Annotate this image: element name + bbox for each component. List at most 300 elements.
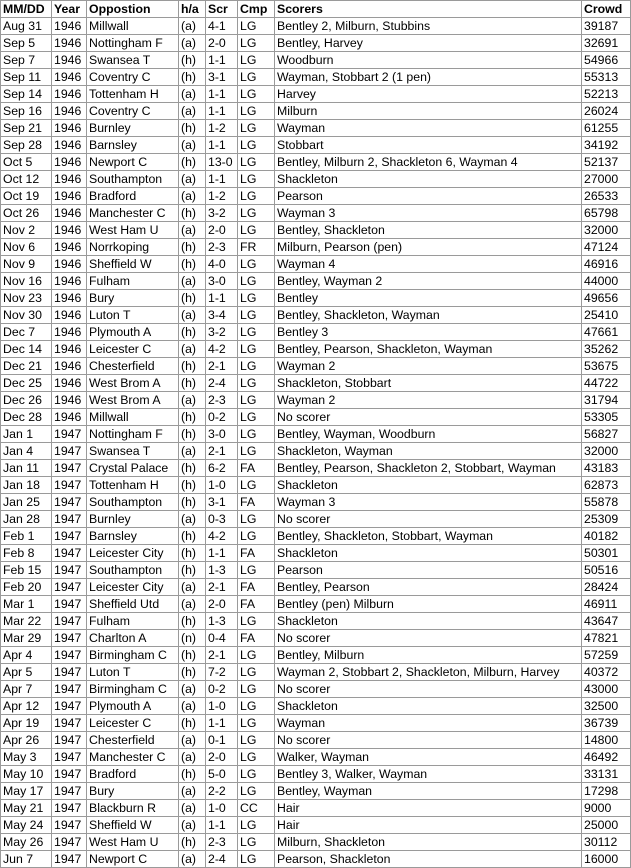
cell-scorers: Wayman: [275, 120, 582, 137]
cell-score: 4-1: [206, 18, 238, 35]
cell-year: 1947: [52, 460, 87, 477]
table-row: [1, 545, 631, 562]
cell-competition: LG: [238, 307, 275, 324]
table-row: [1, 324, 631, 341]
cell-scorers: Bentley 3: [275, 324, 582, 341]
cell-opposition: Manchester C: [87, 749, 179, 766]
cell-opposition: Birmingham C: [87, 681, 179, 698]
table-row: [1, 171, 631, 188]
cell-home-away: (h): [179, 239, 206, 256]
table-row: [1, 800, 631, 817]
cell-home-away: (h): [179, 494, 206, 511]
table-row: [1, 783, 631, 800]
cell-competition: FA: [238, 630, 275, 647]
cell-crowd: 47661: [582, 324, 631, 341]
cell-scorers: Wayman 3: [275, 494, 582, 511]
cell-year: 1946: [52, 86, 87, 103]
cell-year: 1946: [52, 52, 87, 69]
cell-score: 0-3: [206, 511, 238, 528]
cell-competition: LG: [238, 766, 275, 783]
cell-opposition: Norrkoping: [87, 239, 179, 256]
cell-date: Apr 19: [1, 715, 52, 732]
cell-date: Feb 15: [1, 562, 52, 579]
cell-year: 1947: [52, 834, 87, 851]
cell-crowd: 26024: [582, 103, 631, 120]
cell-date: Feb 20: [1, 579, 52, 596]
table-row: [1, 307, 631, 324]
cell-scorers: No scorer: [275, 681, 582, 698]
cell-crowd: 50301: [582, 545, 631, 562]
table-row: [1, 732, 631, 749]
cell-opposition: Coventry C: [87, 103, 179, 120]
cell-year: 1947: [52, 596, 87, 613]
table-row: [1, 460, 631, 477]
cell-home-away: (a): [179, 800, 206, 817]
cell-year: 1946: [52, 409, 87, 426]
cell-score: 2-0: [206, 222, 238, 239]
cell-home-away: (a): [179, 35, 206, 52]
cell-score: 4-0: [206, 256, 238, 273]
cell-competition: LG: [238, 256, 275, 273]
cell-competition: CC: [238, 800, 275, 817]
cell-opposition: Nottingham F: [87, 426, 179, 443]
cell-date: Oct 19: [1, 188, 52, 205]
cell-home-away: (h): [179, 290, 206, 307]
cell-crowd: 32691: [582, 35, 631, 52]
cell-competition: LG: [238, 715, 275, 732]
cell-crowd: 53675: [582, 358, 631, 375]
cell-opposition: Newport C: [87, 851, 179, 868]
cell-home-away: (a): [179, 307, 206, 324]
cell-competition: LG: [238, 171, 275, 188]
cell-crowd: 49656: [582, 290, 631, 307]
cell-competition: LG: [238, 205, 275, 222]
cell-scorers: Bentley, Milburn 2, Shackleton 6, Wayman 4: [275, 154, 582, 171]
cell-crowd: 27000: [582, 171, 631, 188]
cell-year: 1947: [52, 545, 87, 562]
table-row: [1, 120, 631, 137]
table-row: [1, 834, 631, 851]
cell-year: 1947: [52, 477, 87, 494]
cell-opposition: Fulham: [87, 273, 179, 290]
cell-score: 2-1: [206, 647, 238, 664]
cell-crowd: 56827: [582, 426, 631, 443]
cell-date: Dec 14: [1, 341, 52, 358]
cell-year: 1947: [52, 851, 87, 868]
cell-score: 13-0: [206, 154, 238, 171]
cell-competition: LG: [238, 851, 275, 868]
cell-year: 1947: [52, 766, 87, 783]
table-row: [1, 409, 631, 426]
cell-opposition: Fulham: [87, 613, 179, 630]
cell-score: 2-3: [206, 239, 238, 256]
cell-scorers: Bentley, Pearson: [275, 579, 582, 596]
cell-date: Nov 23: [1, 290, 52, 307]
cell-crowd: 33131: [582, 766, 631, 783]
cell-crowd: 16000: [582, 851, 631, 868]
cell-score: 3-1: [206, 69, 238, 86]
cell-crowd: 26533: [582, 188, 631, 205]
cell-year: 1947: [52, 562, 87, 579]
cell-scorers: Bentley 3, Walker, Wayman: [275, 766, 582, 783]
cell-crowd: 39187: [582, 18, 631, 35]
cell-score: 1-3: [206, 613, 238, 630]
cell-scorers: Shackleton, Wayman: [275, 443, 582, 460]
cell-competition: LG: [238, 290, 275, 307]
header-row: [1, 1, 631, 18]
header-crowd: Crowd: [582, 1, 631, 18]
cell-year: 1947: [52, 664, 87, 681]
table-row: [1, 562, 631, 579]
cell-year: 1946: [52, 103, 87, 120]
header-competition: Cmp: [238, 1, 275, 18]
cell-score: 1-0: [206, 477, 238, 494]
cell-date: Nov 30: [1, 307, 52, 324]
table-row: [1, 681, 631, 698]
table-row: [1, 630, 631, 647]
cell-scorers: Hair: [275, 800, 582, 817]
cell-opposition: West Brom A: [87, 392, 179, 409]
cell-score: 0-2: [206, 409, 238, 426]
cell-scorers: Wayman, Stobbart 2 (1 pen): [275, 69, 582, 86]
cell-competition: LG: [238, 137, 275, 154]
cell-year: 1946: [52, 392, 87, 409]
cell-score: 2-0: [206, 35, 238, 52]
cell-crowd: 46916: [582, 256, 631, 273]
cell-opposition: Millwall: [87, 409, 179, 426]
cell-opposition: Swansea T: [87, 52, 179, 69]
cell-opposition: Tottenham H: [87, 86, 179, 103]
cell-date: Apr 12: [1, 698, 52, 715]
cell-date: Nov 9: [1, 256, 52, 273]
table-row: [1, 664, 631, 681]
cell-home-away: (h): [179, 528, 206, 545]
table-row: [1, 256, 631, 273]
cell-home-away: (a): [179, 103, 206, 120]
cell-score: 0-2: [206, 681, 238, 698]
table-row: [1, 69, 631, 86]
cell-scorers: Walker, Wayman: [275, 749, 582, 766]
table-row: [1, 103, 631, 120]
cell-date: Oct 5: [1, 154, 52, 171]
cell-crowd: 25000: [582, 817, 631, 834]
cell-date: Nov 6: [1, 239, 52, 256]
table-row: [1, 443, 631, 460]
cell-home-away: (a): [179, 732, 206, 749]
table-row: [1, 749, 631, 766]
cell-score: 1-1: [206, 545, 238, 562]
cell-home-away: (h): [179, 715, 206, 732]
cell-crowd: 52213: [582, 86, 631, 103]
cell-date: Aug 31: [1, 18, 52, 35]
table-row: [1, 188, 631, 205]
cell-date: Oct 12: [1, 171, 52, 188]
cell-home-away: (a): [179, 511, 206, 528]
cell-opposition: Sheffield Utd: [87, 596, 179, 613]
cell-year: 1946: [52, 222, 87, 239]
cell-competition: LG: [238, 188, 275, 205]
cell-date: Jan 28: [1, 511, 52, 528]
cell-scorers: Wayman 2, Stobbart 2, Shackleton, Milburn, Harvey: [275, 664, 582, 681]
cell-crowd: 9000: [582, 800, 631, 817]
table-row: [1, 596, 631, 613]
cell-crowd: 25309: [582, 511, 631, 528]
table-row: [1, 358, 631, 375]
cell-score: 3-0: [206, 426, 238, 443]
cell-scorers: Wayman 3: [275, 205, 582, 222]
cell-date: Sep 21: [1, 120, 52, 137]
cell-crowd: 32000: [582, 222, 631, 239]
cell-crowd: 40372: [582, 664, 631, 681]
header-score: Scr: [206, 1, 238, 18]
table-row: [1, 222, 631, 239]
cell-opposition: Leicester C: [87, 341, 179, 358]
cell-home-away: (a): [179, 137, 206, 154]
cell-competition: LG: [238, 324, 275, 341]
table-row: [1, 698, 631, 715]
cell-scorers: Bentley, Pearson, Shackleton 2, Stobbart, Wayman: [275, 460, 582, 477]
cell-score: 7-2: [206, 664, 238, 681]
cell-opposition: Chesterfield: [87, 358, 179, 375]
cell-home-away: (a): [179, 273, 206, 290]
cell-home-away: (h): [179, 358, 206, 375]
cell-competition: LG: [238, 358, 275, 375]
cell-opposition: Bury: [87, 290, 179, 307]
cell-scorers: Harvey: [275, 86, 582, 103]
cell-competition: LG: [238, 103, 275, 120]
cell-crowd: 50516: [582, 562, 631, 579]
cell-score: 4-2: [206, 341, 238, 358]
cell-opposition: Barnsley: [87, 528, 179, 545]
cell-date: Dec 7: [1, 324, 52, 341]
cell-scorers: Bentley, Harvey: [275, 35, 582, 52]
table-row: [1, 35, 631, 52]
header-date: MM/DD: [1, 1, 52, 18]
cell-home-away: (h): [179, 426, 206, 443]
cell-year: 1946: [52, 137, 87, 154]
cell-home-away: (h): [179, 613, 206, 630]
table-row: [1, 477, 631, 494]
cell-opposition: Coventry C: [87, 69, 179, 86]
cell-year: 1946: [52, 358, 87, 375]
cell-competition: LG: [238, 341, 275, 358]
cell-year: 1947: [52, 732, 87, 749]
cell-home-away: (h): [179, 562, 206, 579]
table-row: [1, 494, 631, 511]
cell-scorers: Bentley (pen) Milburn: [275, 596, 582, 613]
cell-opposition: Swansea T: [87, 443, 179, 460]
cell-opposition: Southampton: [87, 494, 179, 511]
cell-score: 1-2: [206, 188, 238, 205]
table-row: [1, 426, 631, 443]
cell-date: Feb 1: [1, 528, 52, 545]
cell-competition: LG: [238, 154, 275, 171]
cell-home-away: (a): [179, 341, 206, 358]
cell-competition: LG: [238, 681, 275, 698]
table-row: [1, 154, 631, 171]
cell-score: 2-2: [206, 783, 238, 800]
table-row: [1, 613, 631, 630]
cell-competition: LG: [238, 443, 275, 460]
cell-home-away: (a): [179, 579, 206, 596]
cell-competition: LG: [238, 375, 275, 392]
cell-competition: FA: [238, 579, 275, 596]
cell-scorers: Shackleton: [275, 613, 582, 630]
cell-year: 1947: [52, 647, 87, 664]
table-row: [1, 239, 631, 256]
cell-home-away: (h): [179, 834, 206, 851]
cell-year: 1946: [52, 273, 87, 290]
cell-scorers: Shackleton: [275, 545, 582, 562]
cell-opposition: Southampton: [87, 171, 179, 188]
cell-competition: FA: [238, 545, 275, 562]
table-row: [1, 851, 631, 868]
cell-opposition: Burnley: [87, 120, 179, 137]
cell-competition: LG: [238, 732, 275, 749]
cell-score: 1-0: [206, 800, 238, 817]
cell-date: Nov 16: [1, 273, 52, 290]
cell-competition: LG: [238, 511, 275, 528]
cell-date: Jan 18: [1, 477, 52, 494]
table-row: [1, 647, 631, 664]
cell-year: 1946: [52, 69, 87, 86]
cell-opposition: Leicester C: [87, 715, 179, 732]
cell-opposition: Tottenham H: [87, 477, 179, 494]
cell-score: 4-2: [206, 528, 238, 545]
cell-scorers: No scorer: [275, 409, 582, 426]
table-row: [1, 375, 631, 392]
cell-year: 1947: [52, 749, 87, 766]
cell-score: 2-0: [206, 596, 238, 613]
cell-score: 2-1: [206, 579, 238, 596]
cell-competition: LG: [238, 562, 275, 579]
cell-date: Apr 7: [1, 681, 52, 698]
cell-opposition: Manchester C: [87, 205, 179, 222]
cell-date: Mar 29: [1, 630, 52, 647]
cell-competition: LG: [238, 817, 275, 834]
cell-year: 1947: [52, 494, 87, 511]
cell-date: Jun 7: [1, 851, 52, 868]
cell-opposition: Birmingham C: [87, 647, 179, 664]
cell-competition: LG: [238, 613, 275, 630]
cell-competition: LG: [238, 647, 275, 664]
cell-opposition: Barnsley: [87, 137, 179, 154]
cell-crowd: 62873: [582, 477, 631, 494]
cell-date: Sep 16: [1, 103, 52, 120]
cell-crowd: 57259: [582, 647, 631, 664]
cell-score: 2-4: [206, 851, 238, 868]
cell-scorers: Stobbart: [275, 137, 582, 154]
cell-opposition: Crystal Palace: [87, 460, 179, 477]
cell-score: 2-0: [206, 749, 238, 766]
cell-date: Mar 1: [1, 596, 52, 613]
table-row: [1, 137, 631, 154]
cell-date: Jan 25: [1, 494, 52, 511]
cell-scorers: Woodburn: [275, 52, 582, 69]
cell-scorers: Pearson, Shackleton: [275, 851, 582, 868]
cell-home-away: (h): [179, 766, 206, 783]
cell-year: 1946: [52, 290, 87, 307]
cell-competition: LG: [238, 834, 275, 851]
table-row: [1, 18, 631, 35]
table-row: [1, 205, 631, 222]
cell-competition: LG: [238, 120, 275, 137]
cell-scorers: Shackleton: [275, 171, 582, 188]
cell-score: 2-4: [206, 375, 238, 392]
cell-home-away: (a): [179, 443, 206, 460]
cell-crowd: 44722: [582, 375, 631, 392]
cell-home-away: (n): [179, 630, 206, 647]
table-row: [1, 290, 631, 307]
cell-scorers: Bentley 2, Milburn, Stubbins: [275, 18, 582, 35]
cell-year: 1947: [52, 511, 87, 528]
cell-opposition: Nottingham F: [87, 35, 179, 52]
header-opposition: Oppostion: [87, 1, 179, 18]
cell-competition: LG: [238, 477, 275, 494]
table-row: [1, 579, 631, 596]
cell-date: May 10: [1, 766, 52, 783]
cell-crowd: 65798: [582, 205, 631, 222]
cell-score: 1-3: [206, 562, 238, 579]
cell-crowd: 30112: [582, 834, 631, 851]
cell-opposition: Burnley: [87, 511, 179, 528]
cell-opposition: Sheffield W: [87, 817, 179, 834]
cell-date: Dec 28: [1, 409, 52, 426]
cell-date: May 24: [1, 817, 52, 834]
cell-crowd: 32500: [582, 698, 631, 715]
cell-date: Apr 5: [1, 664, 52, 681]
cell-crowd: 43183: [582, 460, 631, 477]
cell-score: 2-1: [206, 443, 238, 460]
cell-scorers: Milburn, Pearson (pen): [275, 239, 582, 256]
cell-crowd: 43647: [582, 613, 631, 630]
cell-competition: FA: [238, 494, 275, 511]
cell-opposition: Charlton A: [87, 630, 179, 647]
cell-year: 1947: [52, 613, 87, 630]
cell-score: 3-2: [206, 205, 238, 222]
cell-date: Dec 25: [1, 375, 52, 392]
cell-year: 1946: [52, 375, 87, 392]
cell-year: 1946: [52, 171, 87, 188]
cell-score: 0-4: [206, 630, 238, 647]
cell-year: 1946: [52, 307, 87, 324]
cell-date: Sep 28: [1, 137, 52, 154]
cell-opposition: Bradford: [87, 766, 179, 783]
cell-competition: LG: [238, 273, 275, 290]
cell-competition: LG: [238, 35, 275, 52]
cell-year: 1947: [52, 783, 87, 800]
cell-scorers: Wayman 2: [275, 358, 582, 375]
cell-opposition: Bury: [87, 783, 179, 800]
cell-home-away: (h): [179, 375, 206, 392]
cell-competition: LG: [238, 698, 275, 715]
cell-home-away: (a): [179, 851, 206, 868]
cell-opposition: Sheffield W: [87, 256, 179, 273]
cell-crowd: 17298: [582, 783, 631, 800]
cell-scorers: No scorer: [275, 511, 582, 528]
cell-score: 1-1: [206, 817, 238, 834]
cell-home-away: (a): [179, 18, 206, 35]
cell-home-away: (h): [179, 154, 206, 171]
cell-year: 1947: [52, 630, 87, 647]
cell-home-away: (h): [179, 120, 206, 137]
cell-year: 1947: [52, 443, 87, 460]
cell-home-away: (a): [179, 188, 206, 205]
cell-year: 1946: [52, 188, 87, 205]
cell-date: Jan 11: [1, 460, 52, 477]
cell-year: 1947: [52, 681, 87, 698]
cell-scorers: No scorer: [275, 732, 582, 749]
